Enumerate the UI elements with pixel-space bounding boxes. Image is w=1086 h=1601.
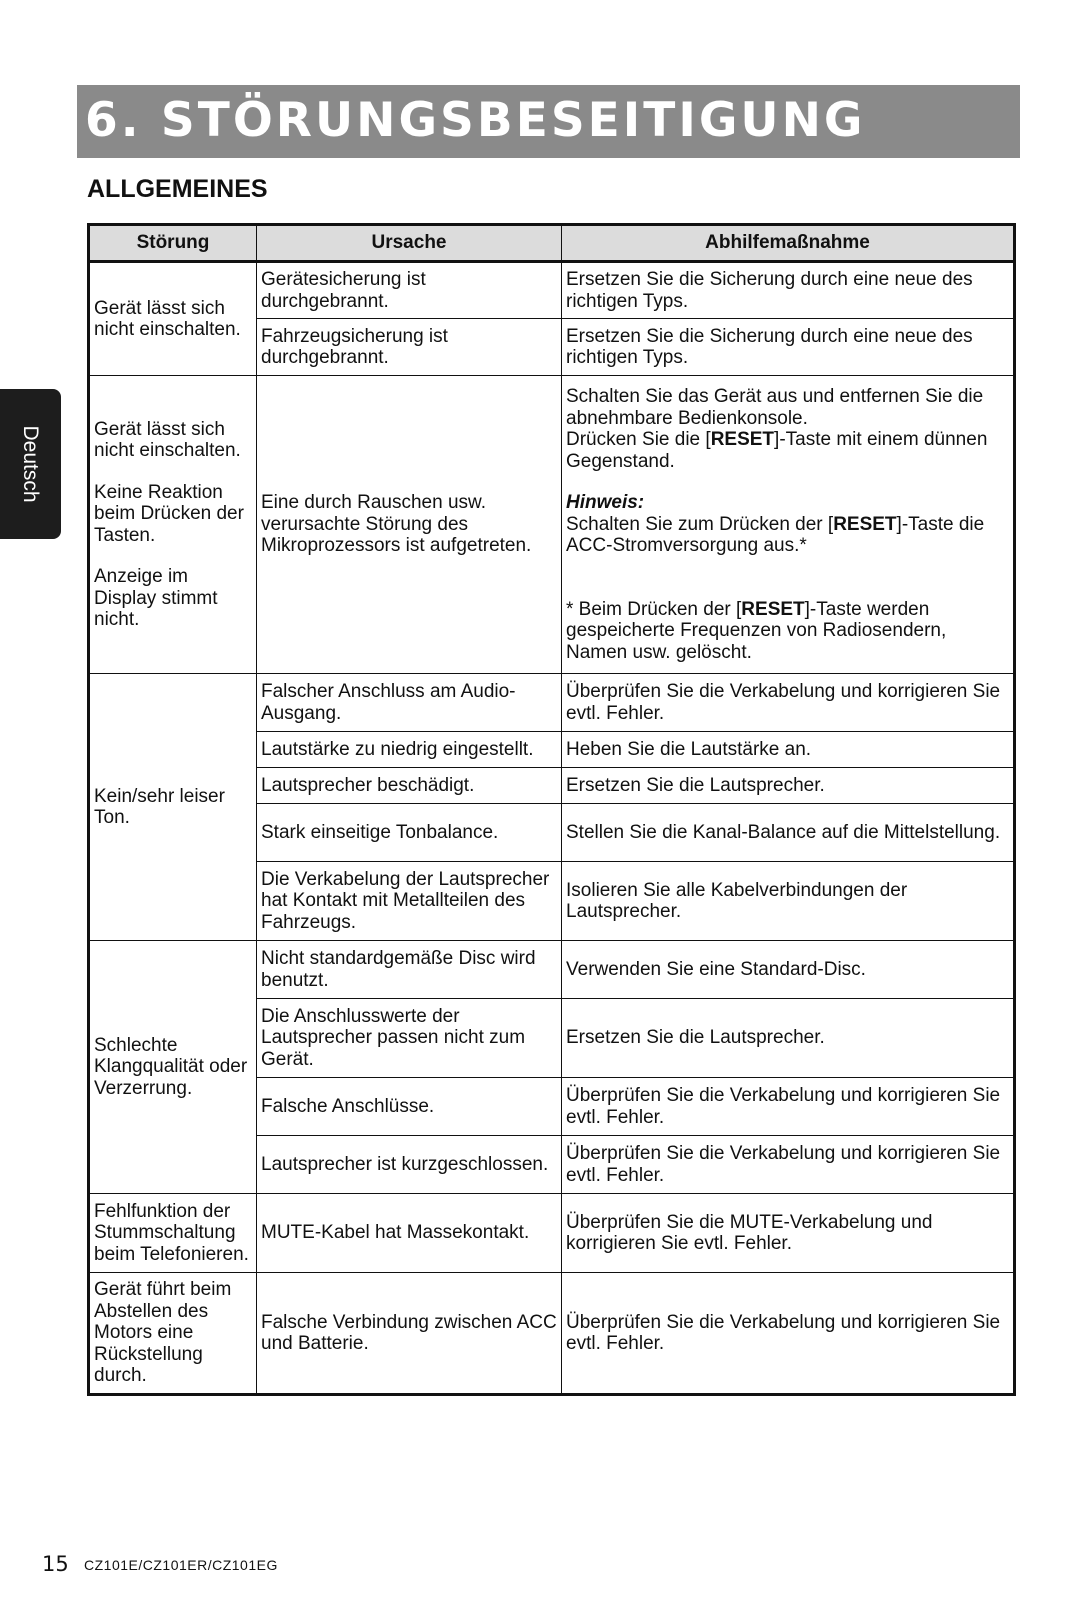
table-row	[89, 1273, 1015, 1395]
section-subheading: ALLGEMEINES	[87, 175, 268, 203]
cause-cell: Stark einseitige Tonbalance.	[257, 804, 562, 862]
remedy-cell: Ersetzen Sie die Lautsprecher.	[562, 768, 1015, 804]
page-number: 15	[42, 1552, 69, 1576]
language-side-tab	[0, 389, 61, 539]
reset-key-label: RESET	[833, 513, 897, 535]
fault-cell: Schlechte Klangqualität oder Verzerrung.	[89, 941, 257, 1194]
cause-cell: Eine durch Rauschen usw. verursachte Störung des Mikroprozessors ist aufgetreten.	[257, 376, 562, 674]
fault-cell	[89, 376, 257, 674]
cause-cell: Lautstärke zu niedrig eingestellt.	[257, 732, 562, 768]
fault-text: Gerät lässt sich nicht einschalten.	[94, 418, 241, 461]
remedy-cell: Isolieren Sie alle Kabelverbindungen der Lautsprecher.	[562, 862, 1015, 941]
fault-cell: Gerät lässt sich nicht einschalten.	[89, 262, 257, 376]
remedy-text: Drücken Sie die [RESET]-Taste mit einem dünnen Gegenstand.	[566, 429, 988, 472]
column-header-fault: Störung	[89, 225, 257, 262]
cause-cell: Falsche Anschlüsse.	[257, 1078, 562, 1136]
remedy-cell	[562, 376, 1015, 674]
cause-cell: Lautsprecher ist kurzgeschlossen.	[257, 1136, 562, 1194]
remedy-cell: Ersetzen Sie die Lautsprecher.	[562, 999, 1015, 1078]
table-row	[89, 1194, 1015, 1273]
cause-cell: Falsche Verbindung zwischen ACC und Batterie.	[257, 1273, 562, 1395]
remedy-cell: Überprüfen Sie die Verkabelung und korrigieren Sie evtl. Fehler.	[562, 1136, 1015, 1194]
table-row	[89, 674, 1015, 732]
remedy-cell: Überprüfen Sie die Verkabelung und korrigieren Sie evtl. Fehler.	[562, 1078, 1015, 1136]
table-row	[89, 376, 1015, 674]
hint-label: Hinweis:	[566, 492, 645, 513]
remedy-text: Schalten Sie das Gerät aus und entfernen Sie die abnehmbare Bedienkonsole.	[566, 386, 984, 429]
cause-cell: Die Verkabelung der Lautsprecher hat Kontakt mit Metallteilen des Fahrzeugs.	[257, 862, 562, 941]
table-header-row	[89, 225, 1015, 262]
cause-cell: Die Anschlusswerte der Lautsprecher passen nicht zum Gerät.	[257, 999, 562, 1078]
cause-cell: MUTE-Kabel hat Massekontakt.	[257, 1194, 562, 1273]
page-title: 6. STÖRUNGSBESEITIGUNG	[85, 93, 866, 148]
footnote-text: * Beim Drücken der [RESET]-Taste werden gespeicherte Frequenzen von Radiosendern, Namen usw. gelöscht.	[566, 598, 947, 663]
fault-text: Anzeige im Display stimmt nicht.	[94, 566, 218, 630]
cause-cell: Fahrzeugsicherung ist durchgebrannt.	[257, 319, 562, 376]
troubleshooting-table	[87, 223, 1016, 1396]
fault-cell: Kein/sehr leiser Ton.	[89, 674, 257, 941]
table-row	[89, 262, 1015, 319]
column-header-remedy: Abhilfemaßnahme	[562, 225, 1015, 262]
remedy-cell: Verwenden Sie eine Standard-Disc.	[562, 941, 1015, 999]
cause-cell: Nicht standardgemäße Disc wird benutzt.	[257, 941, 562, 999]
hint-text: Schalten Sie zum Drücken der [RESET]-Taste die ACC-Stromversorgung aus.*	[566, 513, 985, 556]
table-row	[89, 941, 1015, 999]
remedy-cell: Ersetzen Sie die Sicherung durch eine neue des richtigen Typs.	[562, 319, 1015, 376]
reset-key-label: RESET	[741, 598, 805, 620]
fault-text: Keine Reaktion beim Drücken der Tasten.	[94, 481, 244, 546]
fault-cell: Gerät führt beim Abstellen des Motors eine Rückstellung durch.	[89, 1273, 257, 1395]
reset-key-label: RESET	[710, 429, 775, 450]
language-label: Deutsch	[19, 425, 42, 503]
cause-cell: Falscher Anschluss am Audio-Ausgang.	[257, 674, 562, 732]
remedy-cell: Heben Sie die Lautstärke an.	[562, 732, 1015, 768]
cause-cell: Lautsprecher beschädigt.	[257, 768, 562, 804]
remedy-cell: Überprüfen Sie die Verkabelung und korrigieren Sie evtl. Fehler.	[562, 674, 1015, 732]
remedy-cell: Stellen Sie die Kanal-Balance auf die Mittelstellung.	[562, 804, 1015, 862]
remedy-cell: Überprüfen Sie die Verkabelung und korrigieren Sie evtl. Fehler.	[562, 1273, 1015, 1395]
cause-cell: Gerätesicherung ist durchgebrannt.	[257, 262, 562, 319]
remedy-cell: Ersetzen Sie die Sicherung durch eine neue des richtigen Typs.	[562, 262, 1015, 319]
model-numbers: CZ101E/CZ101ER/CZ101EG	[84, 1557, 278, 1573]
column-header-cause: Ursache	[257, 225, 562, 262]
fault-cell: Fehlfunktion der Stummschaltung beim Telefonieren.	[89, 1194, 257, 1273]
section-title-bar	[77, 85, 1020, 158]
remedy-cell: Überprüfen Sie die MUTE-Verkabelung und korrigieren Sie evtl. Fehler.	[562, 1194, 1015, 1273]
